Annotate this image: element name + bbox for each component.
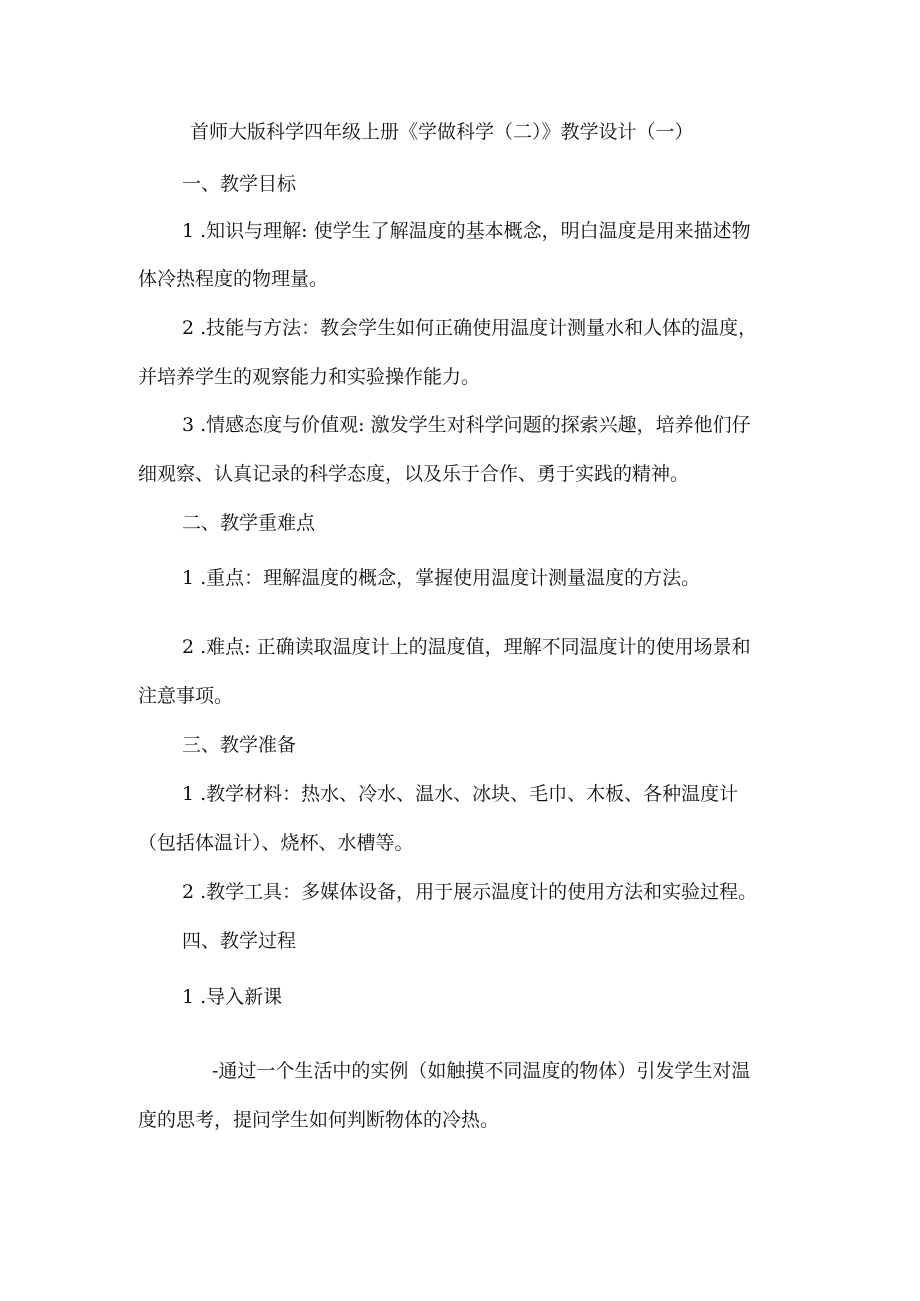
objective-3-line-2: 细观察、认真记录的科学态度，以及乐于合作、勇于实践的精神。: [138, 463, 690, 485]
key-point-2-line-1: 2 .难点: 正确读取温度计上的温度值，理解不同温度计的使用场景和: [182, 636, 751, 658]
preparation-1-line-1: 1 .教学材料：热水、冷水、温水、冰块、毛巾、木板、各种温度计: [182, 783, 739, 805]
process-step-1-title: 1 .导入新课: [182, 986, 283, 1008]
objective-2-line-1: 2 .技能与方法：教会学生如何正确使用温度计测量水和人体的温度，: [182, 317, 758, 339]
document-title: 首师大版科学四年级上册《学做科学（二）》教学设计（一）: [190, 121, 694, 143]
preparation-1-line-2: （包括体温计）、烧杯、水槽等。: [138, 832, 414, 854]
key-point-1: 1 .重点：理解温度的概念，掌握使用温度计测量温度的方法。: [182, 567, 701, 589]
key-point-2-line-2: 注意事项。: [138, 685, 234, 707]
process-step-1-text-line-2: 度的思考，提问学生如何判断物体的冷热。: [138, 1109, 500, 1131]
objective-2-line-2: 并培养学生的观察能力和实验操作能力。: [138, 366, 481, 388]
process-step-1-text-line-1: -通过一个生活中的实例（如触摸不同温度的物体）引发学生对温: [212, 1060, 751, 1082]
section-heading-process: 四、教学过程: [182, 930, 297, 952]
objective-1-line-2: 体冷热程度的物理量。: [138, 268, 329, 290]
section-heading-objectives: 一、教学目标: [182, 173, 297, 195]
objective-1-line-1: 1 .知识与理解: 使学生了解温度的基本概念，明白温度是用来描述物: [182, 220, 751, 242]
objective-3-line-1: 3 .情感态度与价值观: 激发学生对科学问题的探索兴趣，培养他们仔: [182, 414, 751, 436]
section-heading-key-points: 二、教学重难点: [182, 512, 316, 534]
preparation-2: 2 .教学工具：多媒体设备，用于展示温度计的使用方法和实验过程。: [182, 881, 758, 903]
section-heading-preparation: 三、教学准备: [182, 734, 297, 756]
